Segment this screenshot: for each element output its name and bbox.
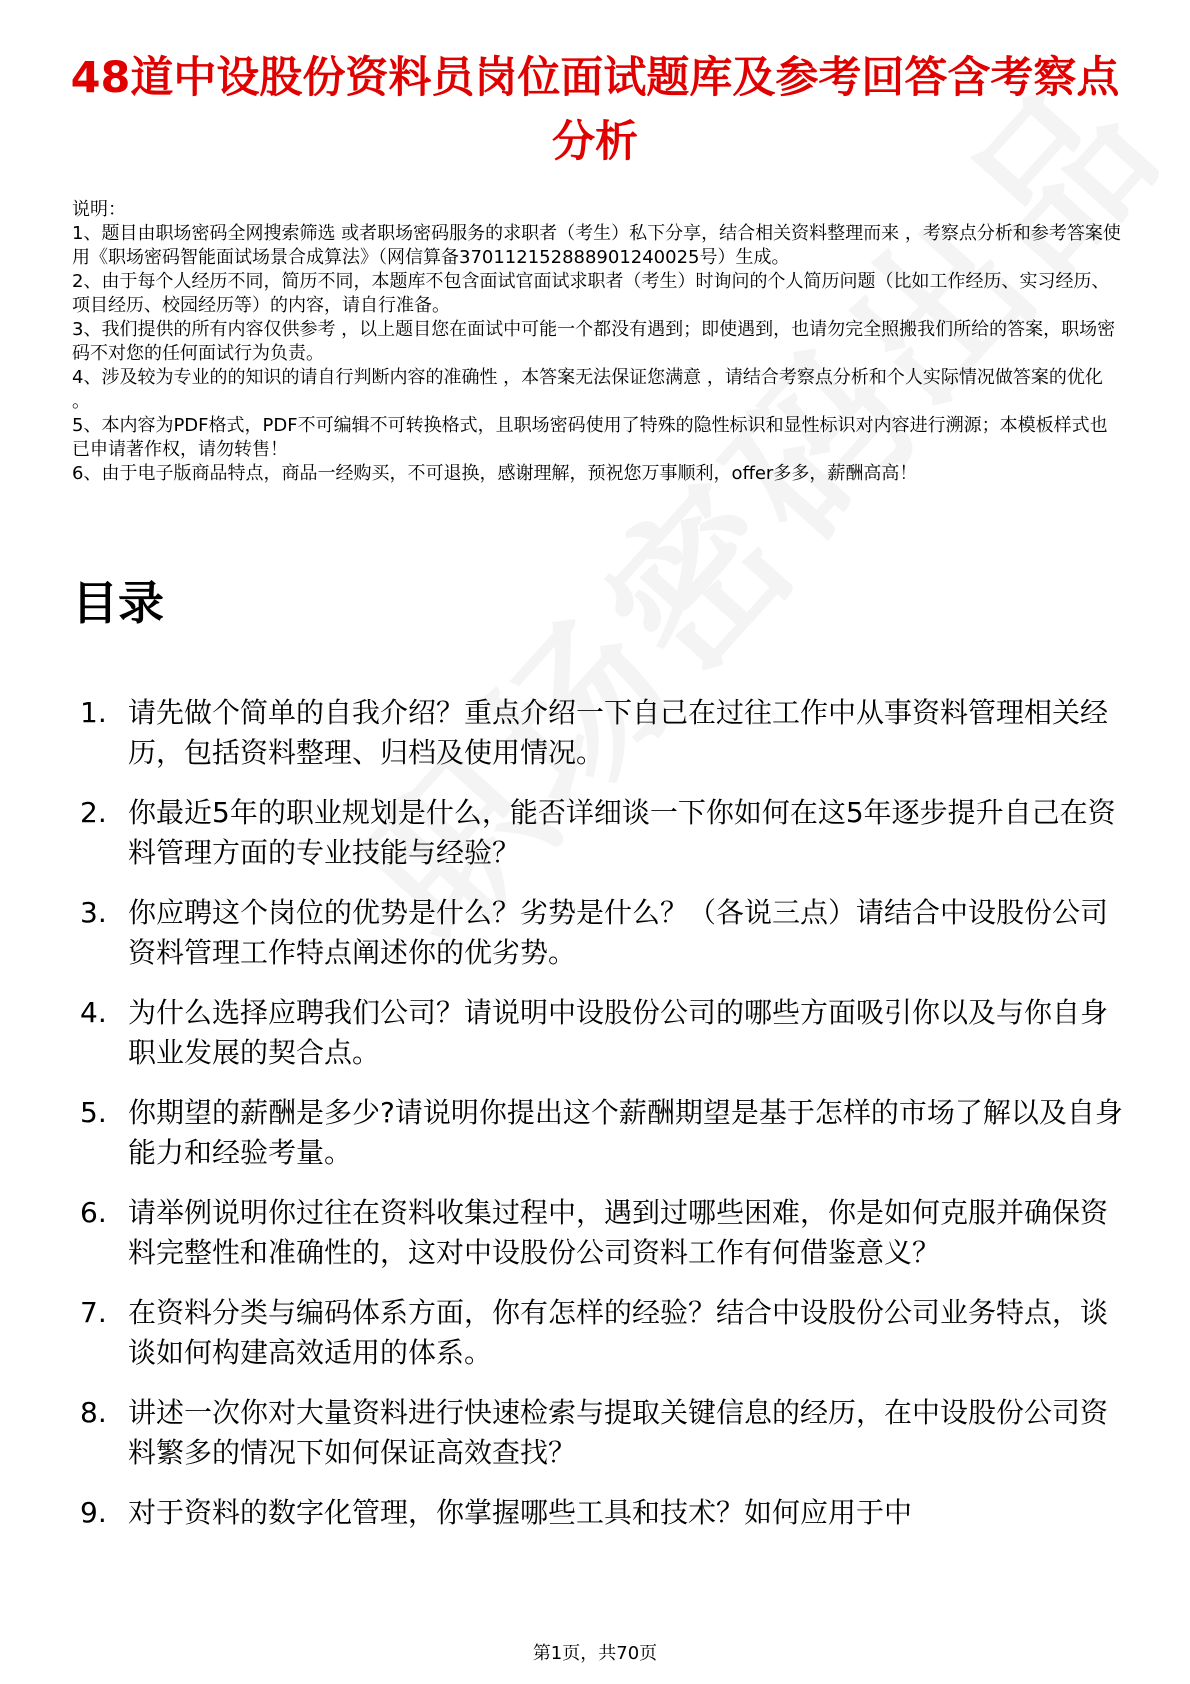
note-item-6: 6、由于电子版商品特点，商品一经购买，不可退换，感谢理解，预祝您万事顺利，offer多多，薪酬高高！	[72, 463, 918, 484]
toc-item-1[interactable]	[72, 693, 1132, 773]
toc-item-number: 1.	[80, 696, 107, 729]
toc-item-5[interactable]	[72, 1093, 1132, 1173]
toc-item-text: 对于资料的数字化管理，你掌握哪些工具和技术？如何应用于中	[128, 1496, 913, 1529]
toc-item-text: 为什么选择应聘我们公司？请说明中设股份公司的哪些方面吸引你以及与你自身职业发展的契合点。	[128, 996, 1109, 1069]
toc-item-number: 3.	[80, 896, 107, 929]
toc-item-text: 请举例说明你过往在资料收集过程中，遇到过哪些困难，你是如何克服并确保资料完整性和准确性的，这对中设股份公司资料工作有何借鉴意义？	[128, 1196, 1109, 1269]
toc-item-number: 6.	[80, 1196, 107, 1229]
toc-heading: 目录	[72, 576, 164, 630]
toc-item-6[interactable]	[72, 1193, 1132, 1273]
toc-item-text: 你最近5年的职业规划是什么，能否详细谈一下你如何在这5年逐步提升自己在资料管理方面的专业技能与经验？	[128, 796, 1116, 869]
toc-item-text: 在资料分类与编码体系方面，你有怎样的经验？结合中设股份公司业务特点，谈谈如何构建高效适用的体系。	[128, 1296, 1109, 1369]
toc-item-9[interactable]	[72, 1493, 1132, 1533]
toc-item-4[interactable]	[72, 993, 1132, 1073]
note-item-5: 5、本内容为PDF格式，PDF不可编辑不可转换格式，且职场密码使用了特殊的隐性标识和显性标识对内容进行溯源；本模板样式也已申请著作权，请勿转售！	[72, 415, 1108, 460]
notes-heading: 说明：	[72, 199, 126, 220]
toc-item-text: 你期望的薪酬是多少?请说明你提出这个薪酬期望是基于怎样的市场了解以及自身能力和经验考量。	[128, 1096, 1123, 1169]
toc-list	[72, 693, 1132, 1553]
toc-item-2[interactable]	[72, 793, 1132, 873]
note-item-4: 4、涉及较为专业的的知识的请自行判断内容的准确性 ，本答案无法保证您满意 ，请结合考察点分析和个人实际情况做答案的优化 。	[72, 367, 1103, 412]
page-number: 第1页，共70页	[532, 1643, 658, 1664]
toc-item-8[interactable]	[72, 1393, 1132, 1473]
toc-item-number: 7.	[80, 1296, 107, 1329]
document-title: 48道中设股份资料员岗位面试题库及参考回答含考察点分析	[70, 53, 1120, 167]
toc-item-number: 8.	[80, 1396, 107, 1429]
toc-item-text: 讲述一次你对大量资料进行快速检索与提取关键信息的经历，在中设股份公司资料繁多的情况下如何保证高效查找？	[128, 1396, 1109, 1469]
toc-item-7[interactable]	[72, 1293, 1132, 1373]
note-item-2: 2、由于每个人经历不同，简历不同，本题库不包含面试官面试求职者（考生）时询问的个人简历问题（比如工作经历、实习经历、项目经历、校园经历等）的内容，请自行准备。	[72, 271, 1110, 316]
toc-item-3[interactable]	[72, 893, 1132, 973]
note-item-1: 1、题目由职场密码全网搜索筛选 或者职场密码服务的求职者（考生）私下分享，结合相关资料整理而来 ，考察点分析和参考答案使用《职场密码智能面试场景合成算法》（网信算备370112152888901240025号）生成。	[72, 223, 1121, 268]
toc-item-text: 你应聘这个岗位的优势是什么？劣势是什么？（各说三点）请结合中设股份公司资料管理工作特点阐述你的优劣势。	[128, 896, 1109, 969]
toc-item-number: 2.	[80, 796, 107, 829]
toc-item-number: 5.	[80, 1096, 107, 1129]
note-item-3: 3、我们提供的所有内容仅供参考 ，以上题目您在面试中可能一个都没有遇到；即使遇到，也请勿完全照搬我们所给的答案，职场密码不对您的任何面试行为负责。	[72, 319, 1116, 364]
toc-item-number: 4.	[80, 996, 107, 1029]
notes-section	[72, 198, 1122, 486]
toc-item-text: 请先做个简单的自我介绍？重点介绍一下自己在过往工作中从事资料管理相关经历，包括资料整理、归档及使用情况。	[128, 696, 1109, 769]
toc-item-number: 9.	[80, 1496, 107, 1529]
